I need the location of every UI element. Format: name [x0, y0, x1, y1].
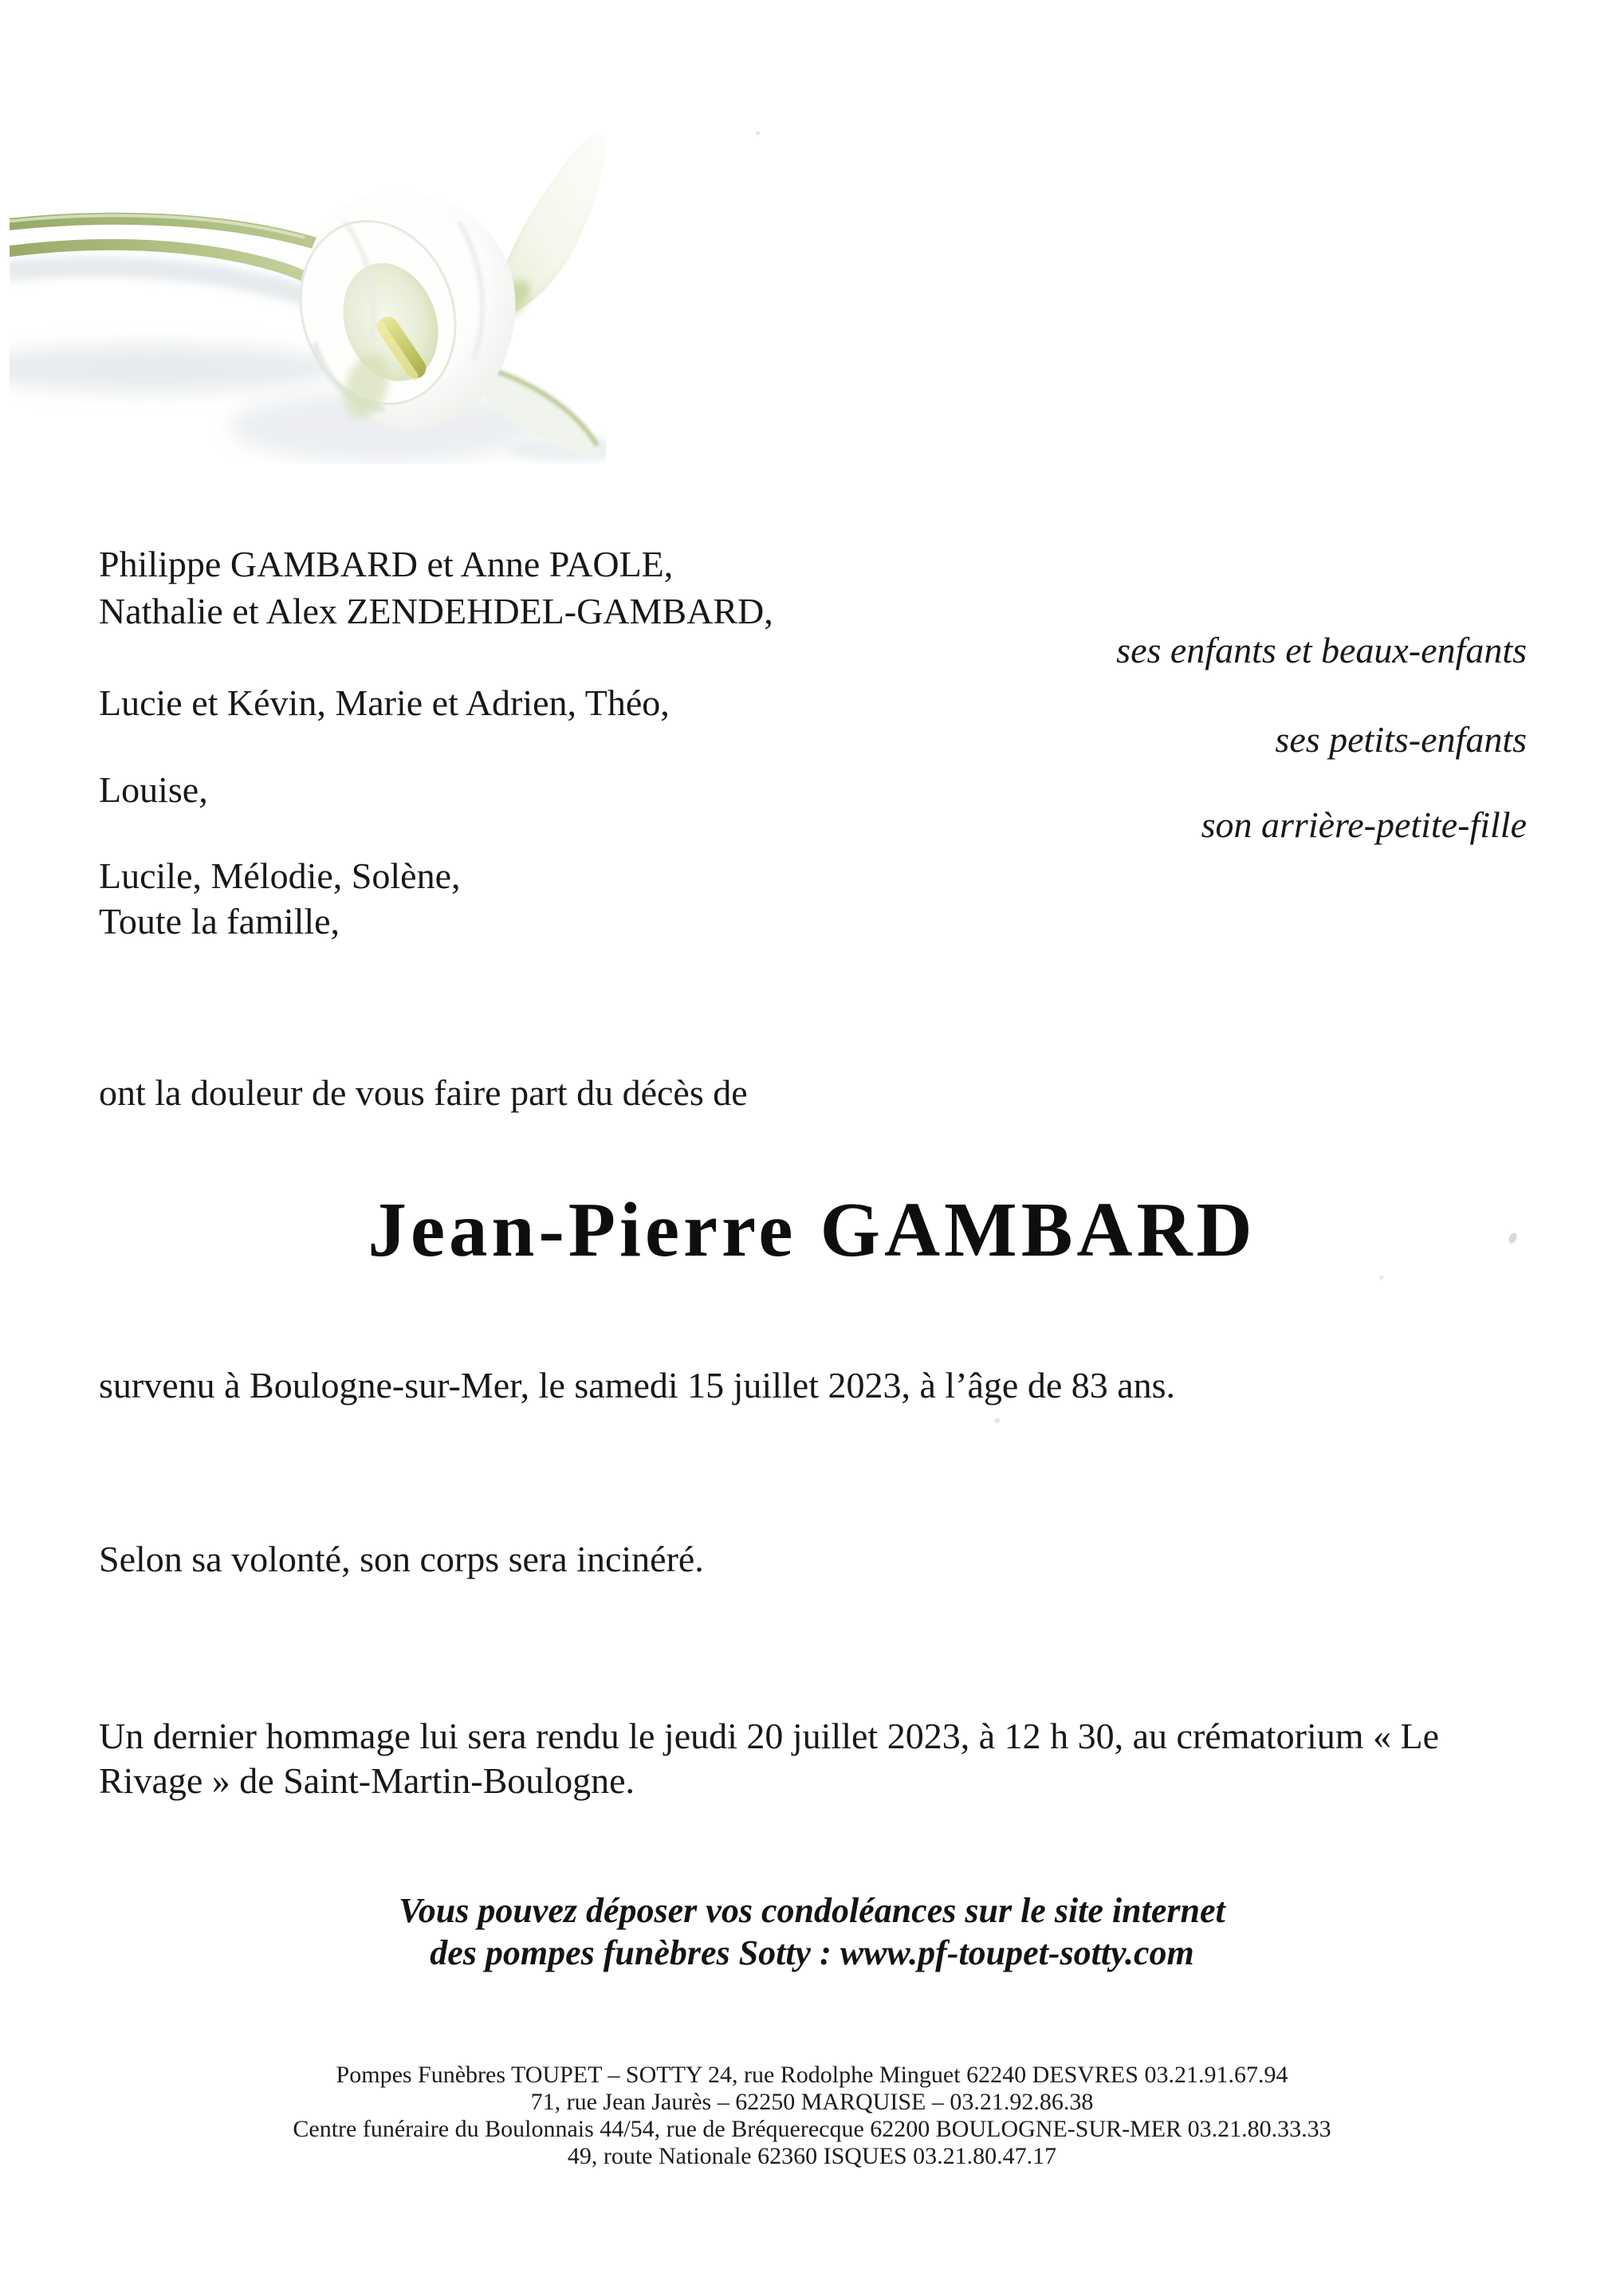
condolences-note	[0, 1889, 1624, 1974]
family-line-children-1: Philippe GAMBARD et Anne PAOLE,	[99, 544, 674, 584]
footer-line-isques: 49, route Nationale 62360 ISQUES 03.21.80.47.17	[567, 2143, 1057, 2169]
death-notice: survenu à Boulogne-sur-Mer, le samedi 15 juillet 2023, à l’âge de 83 ans.	[99, 1365, 1176, 1406]
scan-artifact	[1379, 1276, 1383, 1280]
cremation-notice: Selon sa volonté, son corps sera incinéré.	[99, 1539, 704, 1579]
family-line-children-2: Nathalie et Alex ZENDEHDEL-GAMBARD,	[99, 591, 773, 631]
scan-artifact	[756, 132, 760, 135]
funeral-home-footer	[0, 2062, 1624, 2170]
condolences-line-2: des pompes funèbres Sotty : www.pf-toupet-sotty.com	[430, 1933, 1194, 1972]
tribute-notice: Un dernier hommage lui sera rendu le jeudi 20 juillet 2023, à 12 h 30, au crématorium « Le Rivage » de Saint-Martin-Boulogne.	[99, 1716, 1440, 1801]
relation-label-grandchildren: ses petits-enfants	[1275, 719, 1527, 760]
calla-lilies-illustration	[10, 104, 606, 464]
family-line-great-grandchild: Louise,	[99, 769, 208, 810]
family-line-grandchildren: Lucie et Kévin, Marie et Adrien, Théo,	[99, 682, 670, 723]
condolences-line-1: Vous pouvez déposer vos condoléances sur le site internet	[399, 1891, 1225, 1930]
family-line-others: Lucile, Mélodie, Solène,	[99, 855, 461, 896]
relation-label-great-granddaughter: son arrière-petite-fille	[1201, 804, 1527, 845]
relation-label-children: ses enfants et beaux-enfants	[1116, 630, 1527, 670]
calla-lilies-photo	[10, 104, 606, 464]
footer-line-desvres: Pompes Funèbres TOUPET – SOTTY 24, rue Rodolphe Minguet 62240 DESVRES 03.21.91.67.94	[336, 2062, 1288, 2088]
footer-line-marquise: 71, rue Jean Jaurès – 62250 MARQUISE – 03.21.92.86.38	[530, 2089, 1094, 2115]
deceased-name: Jean-Pierre GAMBARD	[368, 1187, 1256, 1272]
announcement-intro: ont la douleur de vous faire part du décès de	[99, 1072, 748, 1113]
footer-line-boulogne: Centre funéraire du Boulonnais 44/54, rue de Bréquerecque 62200 BOULOGNE-SUR-MER 03.21.80.33.33	[293, 2116, 1331, 2142]
family-line-whole-family: Toute la famille,	[99, 901, 340, 942]
scan-artifact	[994, 1418, 1000, 1423]
